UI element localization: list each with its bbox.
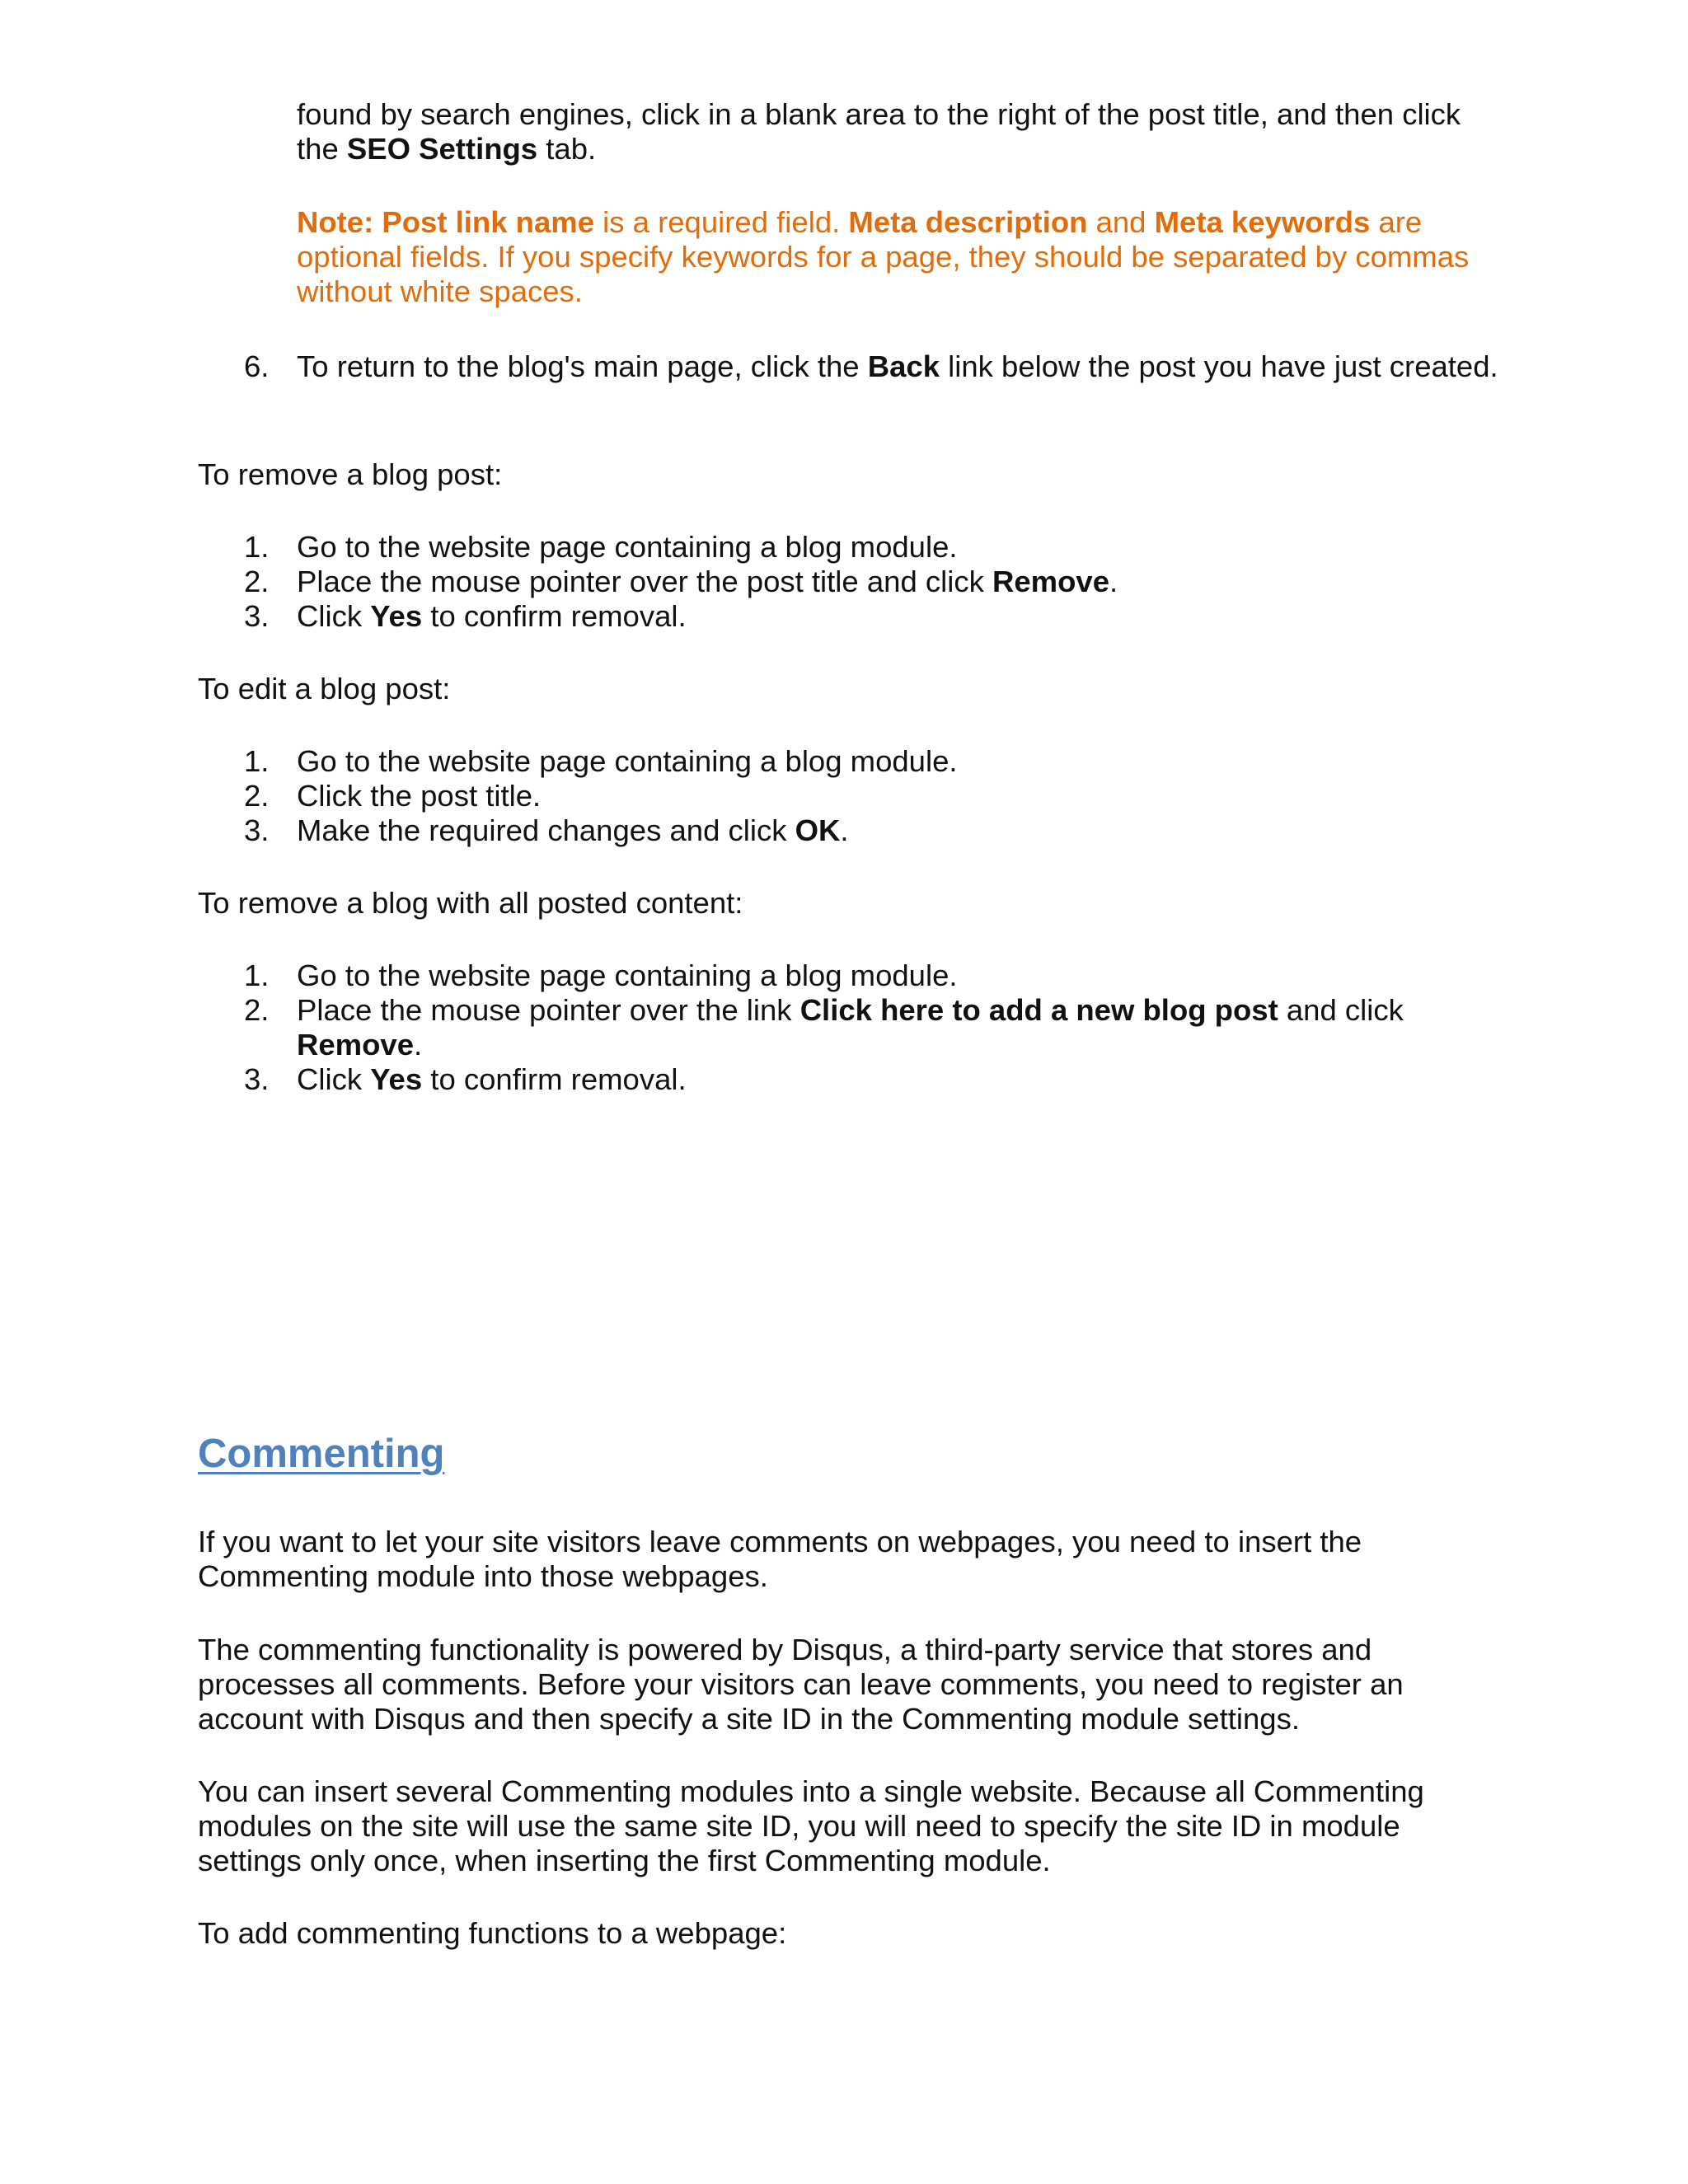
meta-description-term: Meta description xyxy=(848,205,1088,239)
commenting-paragraph-2: The commenting functionality is powered by Disqus, a third-party service that stores and processes all comments. Before your visitors can leave comments, you need to register an account with Disqus and then specify a site ID in the Commenting module settings. xyxy=(198,1633,1404,1736)
list-item: 1. Go to the website page containing a blog module. xyxy=(244,530,958,564)
commenting-paragraph-4: To add commenting functions to a webpage: xyxy=(198,1916,787,1950)
list-item: 2. Click the post title. xyxy=(244,779,542,813)
remove-blog-steps xyxy=(198,958,1500,1097)
note-paragraph: Note: Post link name is a required field. Meta description and Meta keywords are optional fields. If you specify keywords for a page, they should be separated by commas without white spaces. xyxy=(297,205,1470,308)
note-label: Note: Post link name xyxy=(297,205,595,239)
list-item: 3. Click Yes to confirm removal. xyxy=(244,599,687,633)
commenting-paragraph-1: If you want to let your site visitors leave comments on webpages, you need to insert the Commenting module into those webpages. xyxy=(198,1525,1362,1593)
step-number: 6. xyxy=(244,349,270,383)
step-6-list xyxy=(198,349,1500,384)
continued-line-1: found by search engines, click in a blank area to the right of the post title, and then click xyxy=(297,97,1461,131)
list-item: 1. Go to the website page containing a blog module. xyxy=(244,958,958,992)
commenting-heading: Commenting xyxy=(198,1432,445,1476)
edit-post-steps xyxy=(198,744,1500,848)
remove-post-steps xyxy=(198,530,1500,634)
meta-keywords-term: Meta keywords xyxy=(1154,205,1371,239)
commenting-paragraph-3: You can insert several Commenting modules into a single website. Because all Commenting modules on the site will use the same site ID, you will need to specify the site ID in module settings only once, when inserting the first Commenting module. xyxy=(198,1774,1424,1877)
back-link-term: Back xyxy=(867,349,940,383)
list-item: 3. Make the required changes and click OK. xyxy=(244,813,849,847)
list-item: 6. To return to the blog's main page, click the Back link below the post you have just created. xyxy=(244,349,1498,383)
list-item: 3. Click Yes to confirm removal. xyxy=(244,1062,687,1096)
seo-settings-term: SEO Settings xyxy=(346,132,538,166)
list-item: 1. Go to the website page containing a blog module. xyxy=(244,744,958,778)
remove-post-intro: To remove a blog post: xyxy=(198,457,503,491)
remove-blog-intro: To remove a blog with all posted content: xyxy=(198,886,743,920)
edit-post-intro: To edit a blog post: xyxy=(198,672,451,705)
continued-step-text: found by search engines, click in a blank area to the right of the post title, and then click the SEO Settings tab. xyxy=(297,97,1461,166)
list-item: 2. Place the mouse pointer over the link Click here to add a new blog post and click Remove. xyxy=(244,993,1404,1062)
list-item: 2. Place the mouse pointer over the post title and click Remove. xyxy=(244,565,1118,598)
